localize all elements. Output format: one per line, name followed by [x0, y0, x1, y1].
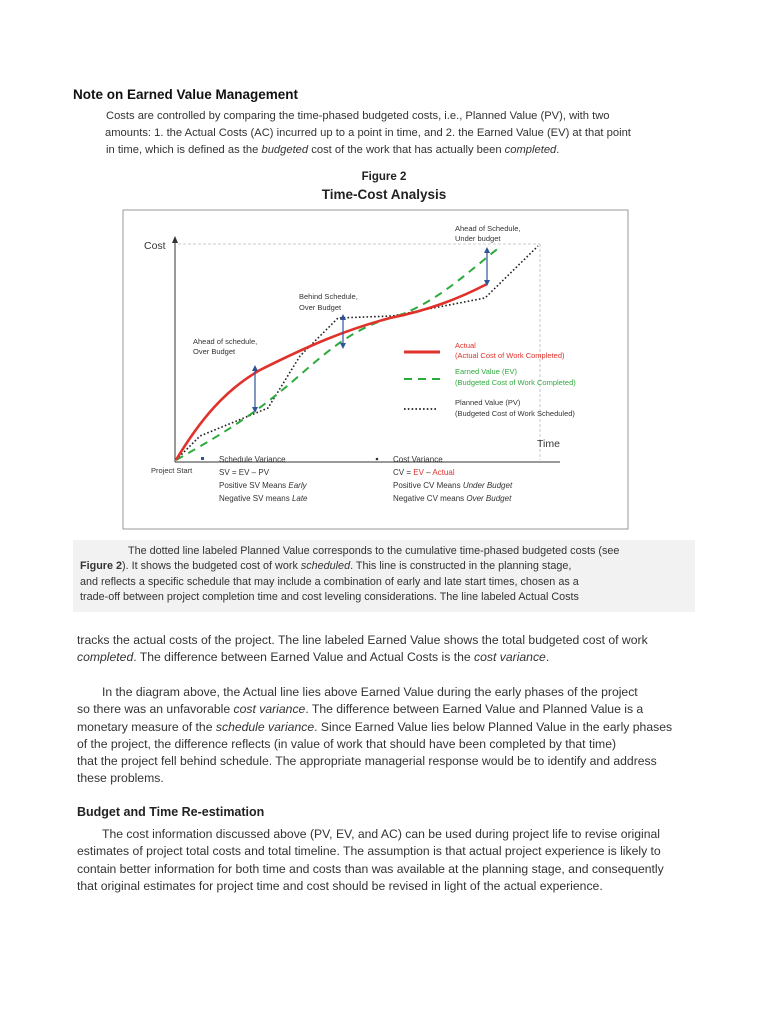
section2-line-3: contain better information for both time and costs than was available at the planning stage, and consequently: [77, 861, 664, 876]
cv-formula-minus: –: [423, 468, 433, 477]
para3-text: so there was an unfavorable: [77, 702, 234, 717]
cv-positive: [393, 481, 513, 490]
legend-ev-desc: (Budgeted Cost of Work Completed): [455, 378, 576, 387]
band-line-3: and reflects a specific schedule that may include a combination of early and late start times, chosen as a: [80, 575, 579, 588]
figure-label: Figure 2: [361, 171, 407, 183]
cv-formula-ev: EV: [413, 468, 424, 477]
sv-negative-emph: Late: [291, 494, 308, 503]
sv-positive-text: Positive SV Means: [219, 481, 289, 490]
cv-negative: [393, 494, 512, 503]
page-title: Note on Earned Value Management: [73, 87, 299, 102]
annotation-ahead-over-1: Ahead of schedule,: [193, 337, 258, 346]
planned-value-paragraph: [80, 544, 646, 605]
cv-formula-actual: Actual: [432, 468, 455, 477]
section-title-reestimation: Budget and Time Re-estimation: [77, 805, 265, 819]
cv-formula-text: CV =: [393, 468, 414, 477]
figure-ref: Figure 2: [80, 560, 122, 573]
sv-positive: [219, 481, 308, 490]
actual-costs-paragraph: [77, 632, 648, 667]
diagram-explanation-paragraph: [77, 684, 672, 788]
para3-text: . The difference between Earned Value and Planned Value is a: [305, 702, 644, 717]
sv-negative: [219, 494, 308, 503]
band-line-4: trade-off between project completion time and cost leveling considerations. The line labeled Actual Costs: [80, 590, 579, 603]
intro-emph-budgeted: budgeted: [261, 144, 309, 156]
para2-text: . The difference between Earned Value and Actual Costs is the: [133, 650, 475, 665]
chart-frame: [123, 210, 628, 529]
para2-emph-completed: completed: [77, 650, 134, 665]
intro-text: .: [556, 144, 560, 156]
para3-line-4: of the project, the difference reflects (in value of work that should have been completed by that time): [77, 736, 617, 751]
cv-negative-emph: Over Budget: [466, 494, 512, 503]
intro-text: cost of the work that has actually been: [308, 144, 505, 156]
band-emph-scheduled: scheduled: [300, 560, 351, 573]
para3-line-3: [77, 719, 672, 736]
cv-formula: [393, 468, 455, 477]
sv-formula: [219, 468, 270, 477]
para3-emph-schedule-variance: schedule variance: [215, 719, 315, 734]
sv-positive-emph: Early: [288, 481, 307, 490]
para3-text: . Since Earned Value lies below Planned Value in the early phases: [314, 719, 673, 734]
intro-line-1: Costs are controlled by comparing the time-phased budgeted costs, i.e., Planned Value (PV), with two: [106, 110, 610, 122]
legend-pv-desc: (Budgeted Cost of Work Scheduled): [455, 409, 575, 418]
sv-bullet-icon: [201, 457, 204, 460]
band-line-2: [80, 559, 646, 574]
section2-line-4: that original estimates for project time and cost should be revised in light of the actual experience.: [77, 878, 603, 893]
para2-emph-cost-variance: cost variance: [474, 650, 546, 665]
reestimation-paragraph: [77, 826, 664, 895]
section2-line-1: The cost information discussed above (PV, EV, and AC) can be used during project life to revise original: [102, 827, 661, 841]
legend-actual-name: Actual: [455, 341, 476, 350]
legend-ev-name: Earned Value (EV): [455, 367, 517, 376]
para3-line-5: that the project fell behind schedule. The appropriate managerial response would be to identify and address: [77, 754, 657, 769]
y-axis-label: Cost: [144, 240, 166, 252]
cv-positive-emph: Under Budget: [462, 481, 513, 490]
annotation-ahead-under-1: Ahead of Schedule,: [455, 224, 521, 233]
cv-positive-text: Positive CV Means: [393, 481, 463, 490]
sv-negative-text: Negative SV means: [219, 494, 292, 503]
figure-title: Time-Cost Analysis: [321, 187, 447, 202]
para3-line-6: these problems.: [77, 771, 164, 786]
intro-emph-completed: completed: [504, 144, 557, 156]
cv-negative-text: Negative CV means: [393, 494, 467, 503]
para3-line-2: [77, 701, 672, 718]
band-text: . This line is constructed in the planning stage,: [350, 560, 572, 573]
para3-emph-cost-variance: cost variance: [233, 702, 306, 717]
band-text: ). It shows the budgeted cost of work: [122, 560, 301, 573]
legend-pv-name: Planned Value (PV): [455, 398, 521, 407]
annotation-ahead-under-2: Under budget: [455, 234, 501, 243]
section2-line-2: estimates of project total costs and total timeline. The assumption is that actual project experience is likely to: [77, 844, 661, 859]
para3-text: monetary measure of the: [77, 719, 216, 734]
annotation-behind-over-2: Over Budget: [299, 303, 342, 312]
para2-line-2: [77, 649, 648, 666]
annotation-ahead-over-2: Over Budget: [193, 347, 236, 356]
intro-line-2: amounts: 1. the Actual Costs (AC) incurred up to a point in time, and 2. the Earned Value (EV) at that point: [105, 127, 631, 139]
intro-text: in time, which is defined as the: [106, 144, 262, 156]
sv-title: Schedule Variance: [219, 455, 286, 464]
cv-title: Cost Variance: [393, 455, 443, 464]
legend-actual-desc: (Actual Cost of Work Completed): [455, 351, 565, 360]
para3-line-1: In the diagram above, the Actual line lies above Earned Value during the early phases of the project: [102, 685, 638, 699]
band-line-1: The dotted line labeled Planned Value corresponds to the cumulative time-phased budgeted costs (see: [128, 545, 620, 557]
para2-line-1: tracks the actual costs of the project. The line labeled Earned Value shows the total budgeted cost of work: [77, 633, 648, 647]
sv-formula-text: SV = EV – PV: [219, 468, 270, 477]
x-axis-label: Time: [537, 438, 560, 450]
annotation-behind-over-1: Behind Schedule,: [299, 292, 358, 301]
cv-bullet-icon: [376, 458, 379, 461]
para2-text: .: [545, 650, 550, 665]
origin-label: Project Start: [151, 466, 193, 475]
